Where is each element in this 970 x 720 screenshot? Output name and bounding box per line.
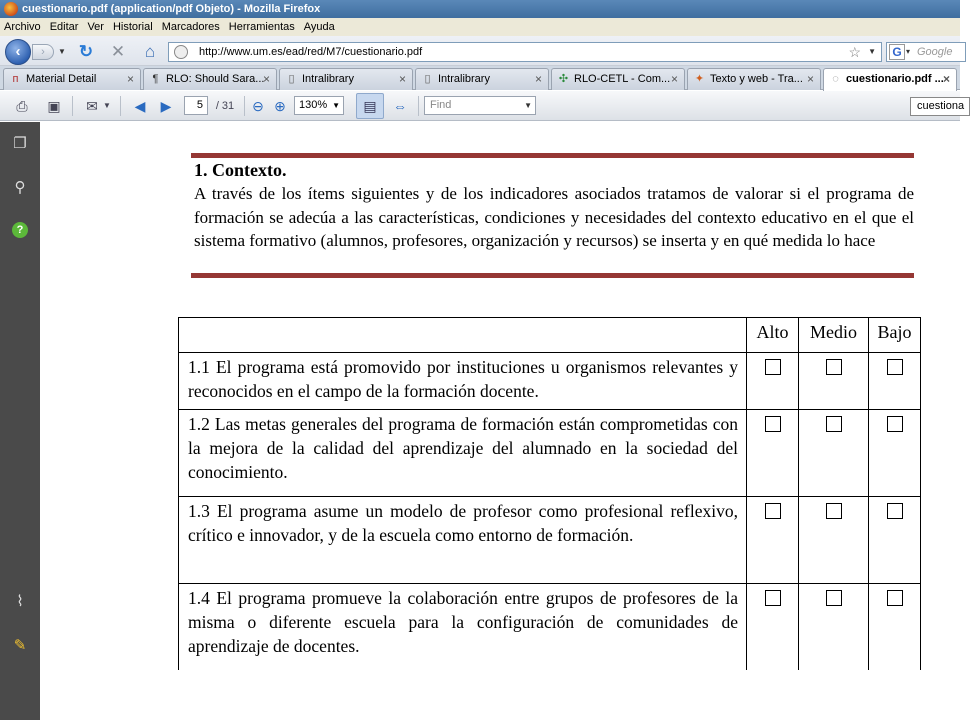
- close-icon[interactable]: ×: [398, 72, 406, 86]
- tab-favicon: ✣: [558, 73, 569, 85]
- option-cell: [869, 584, 921, 671]
- zoom-in-icon[interactable]: ⊕: [274, 98, 286, 114]
- find-dropdown-icon[interactable]: ▼: [524, 101, 532, 110]
- header-empty-cell: [179, 318, 747, 353]
- questionnaire-table: [178, 317, 921, 711]
- floating-tooltip: cuestiona: [910, 97, 970, 116]
- tab-favicon: ▯: [288, 73, 295, 85]
- option-cell: [747, 584, 799, 671]
- tab-label: cuestionario.pdf ...: [846, 73, 944, 85]
- help-icon[interactable]: ?: [12, 222, 28, 238]
- tab-label: Intralibrary: [302, 73, 354, 85]
- pdf-toolbar: [0, 91, 960, 121]
- menu-ver[interactable]: Ver: [87, 21, 104, 33]
- checkbox-medio[interactable]: [826, 416, 842, 432]
- url-text: http://www.um.es/ead/red/M7/cuestionario.pdf: [199, 46, 423, 58]
- option-cell: [747, 410, 799, 497]
- zoom-select[interactable]: [294, 96, 344, 115]
- menu-historial[interactable]: Historial: [112, 21, 153, 33]
- pdf-sidebar: [0, 122, 40, 720]
- section-intro: A través de los ítems siguientes y de los indicadores asociados tratamos de valorar si el programa de formación se adecúa a las características, condiciones y necesidades del contexto educativo en el que el sistema formativo (alumnos, profesores, organización y recursos) se inserta y en qué medida lo hace: [194, 184, 914, 250]
- tab-cuestionario-pdf[interactable]: [823, 68, 957, 91]
- history-dropdown-icon[interactable]: ▼: [58, 47, 66, 56]
- tab-favicon: ◌: [832, 73, 839, 85]
- item-text: 1.1 El programa está promovido por instituciones u organismos relevantes y reconocidos en el campo de la formación docente.: [179, 353, 747, 410]
- fit-page-button[interactable]: ▤: [356, 93, 384, 119]
- fit-width-icon[interactable]: ⇔: [393, 98, 407, 114]
- tab-label: RLO: Should Sara...: [166, 73, 265, 85]
- zoom-value: 130%: [299, 99, 328, 111]
- option-cell: [799, 353, 869, 410]
- toolbar-divider: [72, 96, 73, 116]
- tab-label: RLO-CETL - Com...: [574, 73, 671, 85]
- find-placeholder: Find: [430, 99, 452, 111]
- checkbox-medio[interactable]: [826, 590, 842, 606]
- close-icon[interactable]: ×: [670, 72, 678, 86]
- heading-rule-bottom: [191, 273, 914, 278]
- table-row: [179, 584, 921, 671]
- bookmark-star-icon[interactable]: ☆: [848, 44, 861, 60]
- url-input[interactable]: [168, 42, 882, 62]
- stop-icon[interactable]: ✕: [110, 42, 126, 61]
- home-icon[interactable]: ⌂: [144, 42, 156, 61]
- tab-favicon: ✦: [694, 73, 705, 85]
- print-icon[interactable]: ⎙: [16, 98, 28, 114]
- find-input[interactable]: [424, 96, 536, 115]
- close-icon[interactable]: ×: [942, 72, 950, 86]
- tab-label: Material Detail: [26, 73, 97, 85]
- attachment-icon[interactable]: ⌇: [16, 593, 24, 610]
- table-row: [179, 410, 921, 497]
- tab-favicon: ¶: [152, 73, 159, 85]
- column-bajo: Bajo: [869, 318, 921, 353]
- toolbar-divider: [244, 96, 245, 116]
- zoom-dropdown-icon[interactable]: ▼: [332, 101, 340, 110]
- section-heading: 1. Contexto.: [194, 160, 287, 180]
- table-header-row: [179, 318, 921, 353]
- column-alto: Alto: [747, 318, 799, 353]
- tab-favicon: ▯: [424, 73, 431, 85]
- option-cell: [747, 353, 799, 410]
- close-icon[interactable]: ×: [126, 72, 134, 86]
- option-cell: [869, 410, 921, 497]
- tab-texto-y-web[interactable]: [687, 68, 821, 90]
- tab-favicon: ᴨ: [12, 73, 19, 85]
- tab-rlo-cetl[interactable]: [551, 68, 685, 90]
- checkbox-alto[interactable]: [765, 590, 781, 606]
- tab-label: Texto y web - Tra...: [710, 73, 803, 85]
- page-total: / 31: [215, 100, 235, 112]
- checkbox-bajo[interactable]: [887, 590, 903, 606]
- search-placeholder: Google: [917, 46, 953, 58]
- option-cell: [869, 353, 921, 410]
- checkbox-alto[interactable]: [765, 416, 781, 432]
- search-icon[interactable]: ⚲: [14, 179, 26, 196]
- toolbar-divider: [418, 96, 419, 116]
- toolbar-divider: [120, 96, 121, 116]
- window-title: cuestionario.pdf (application/pdf Objeto) - Mozilla Firefox: [22, 3, 321, 15]
- menu-ayuda[interactable]: Ayuda: [303, 21, 335, 33]
- tab-label: Intralibrary: [438, 73, 490, 85]
- reload-icon[interactable]: ↻: [78, 42, 94, 61]
- close-icon[interactable]: ×: [534, 72, 542, 86]
- comments-icon[interactable]: ✎: [13, 637, 27, 654]
- tab-intralibrary-2[interactable]: [415, 68, 549, 90]
- search-input[interactable]: [886, 42, 966, 62]
- checkbox-bajo[interactable]: [887, 416, 903, 432]
- checkbox-medio[interactable]: [826, 359, 842, 375]
- window-title-bar: [0, 0, 960, 18]
- tab-bar: [0, 66, 960, 90]
- previous-page-icon[interactable]: ◀: [134, 98, 146, 114]
- checkbox-medio[interactable]: [826, 503, 842, 519]
- option-cell: [869, 497, 921, 584]
- next-page-icon[interactable]: ▶: [160, 98, 172, 114]
- google-icon[interactable]: G: [889, 44, 905, 60]
- table-row: [179, 497, 921, 584]
- pdf-page: [40, 122, 960, 670]
- column-medio: Medio: [799, 318, 869, 353]
- tab-rlo-should-sara[interactable]: [143, 68, 277, 90]
- checkbox-alto[interactable]: [765, 359, 781, 375]
- pages-icon[interactable]: ❐: [13, 135, 27, 152]
- close-icon[interactable]: ×: [806, 72, 814, 86]
- item-text: 1.3 El programa asume un modelo de profesor como profesional reflexivo, crítico e innovador, y de la escuela como entorno de formación.: [179, 497, 747, 584]
- zoom-out-icon[interactable]: ⊖: [252, 98, 264, 114]
- page-bottom-blank: [40, 670, 960, 720]
- option-cell: [799, 410, 869, 497]
- checkbox-alto[interactable]: [765, 503, 781, 519]
- item-text: 1.2 Las metas generales del programa de formación están comprometidas con la mejora de la calidad del aprendizaje del alumnado en la sociedad del conocimiento.: [179, 410, 747, 497]
- option-cell: [799, 584, 869, 671]
- close-icon[interactable]: ×: [262, 72, 270, 86]
- back-button[interactable]: ‹: [5, 39, 31, 65]
- menu-marcadores[interactable]: Marcadores: [161, 21, 220, 33]
- search-engine-dropdown-icon[interactable]: ▾: [906, 47, 911, 56]
- item-text: 1.4 El programa promueve la colaboración entre grupos de profesores de la misma o diferente escuela para la configuración de comunidades de aprendizaje de docentes.: [179, 584, 747, 671]
- table-row: [179, 353, 921, 410]
- forward-button[interactable]: ›: [32, 44, 54, 60]
- menu-archivo[interactable]: Archivo: [4, 21, 41, 33]
- share-icon[interactable]: ✉: [86, 98, 98, 114]
- navigation-toolbar: [0, 36, 960, 66]
- menu-bar: [0, 18, 960, 36]
- tab-material-detail[interactable]: [3, 68, 141, 90]
- url-dropdown-icon[interactable]: ▼: [868, 47, 876, 56]
- checkbox-bajo[interactable]: [887, 359, 903, 375]
- menu-editar[interactable]: Editar: [49, 21, 79, 33]
- tab-intralibrary-1[interactable]: [279, 68, 413, 90]
- share-dropdown-icon[interactable]: ▼: [103, 101, 111, 110]
- firefox-icon: [4, 2, 18, 16]
- menu-herramientas[interactable]: Herramientas: [228, 21, 295, 33]
- page-number-input[interactable]: 5: [184, 96, 208, 115]
- option-cell: [799, 497, 869, 584]
- heading-rule-top: [191, 153, 914, 158]
- option-cell: [747, 497, 799, 584]
- checkbox-bajo[interactable]: [887, 503, 903, 519]
- save-icon[interactable]: ▣: [47, 98, 61, 114]
- site-identity-icon[interactable]: [174, 45, 188, 59]
